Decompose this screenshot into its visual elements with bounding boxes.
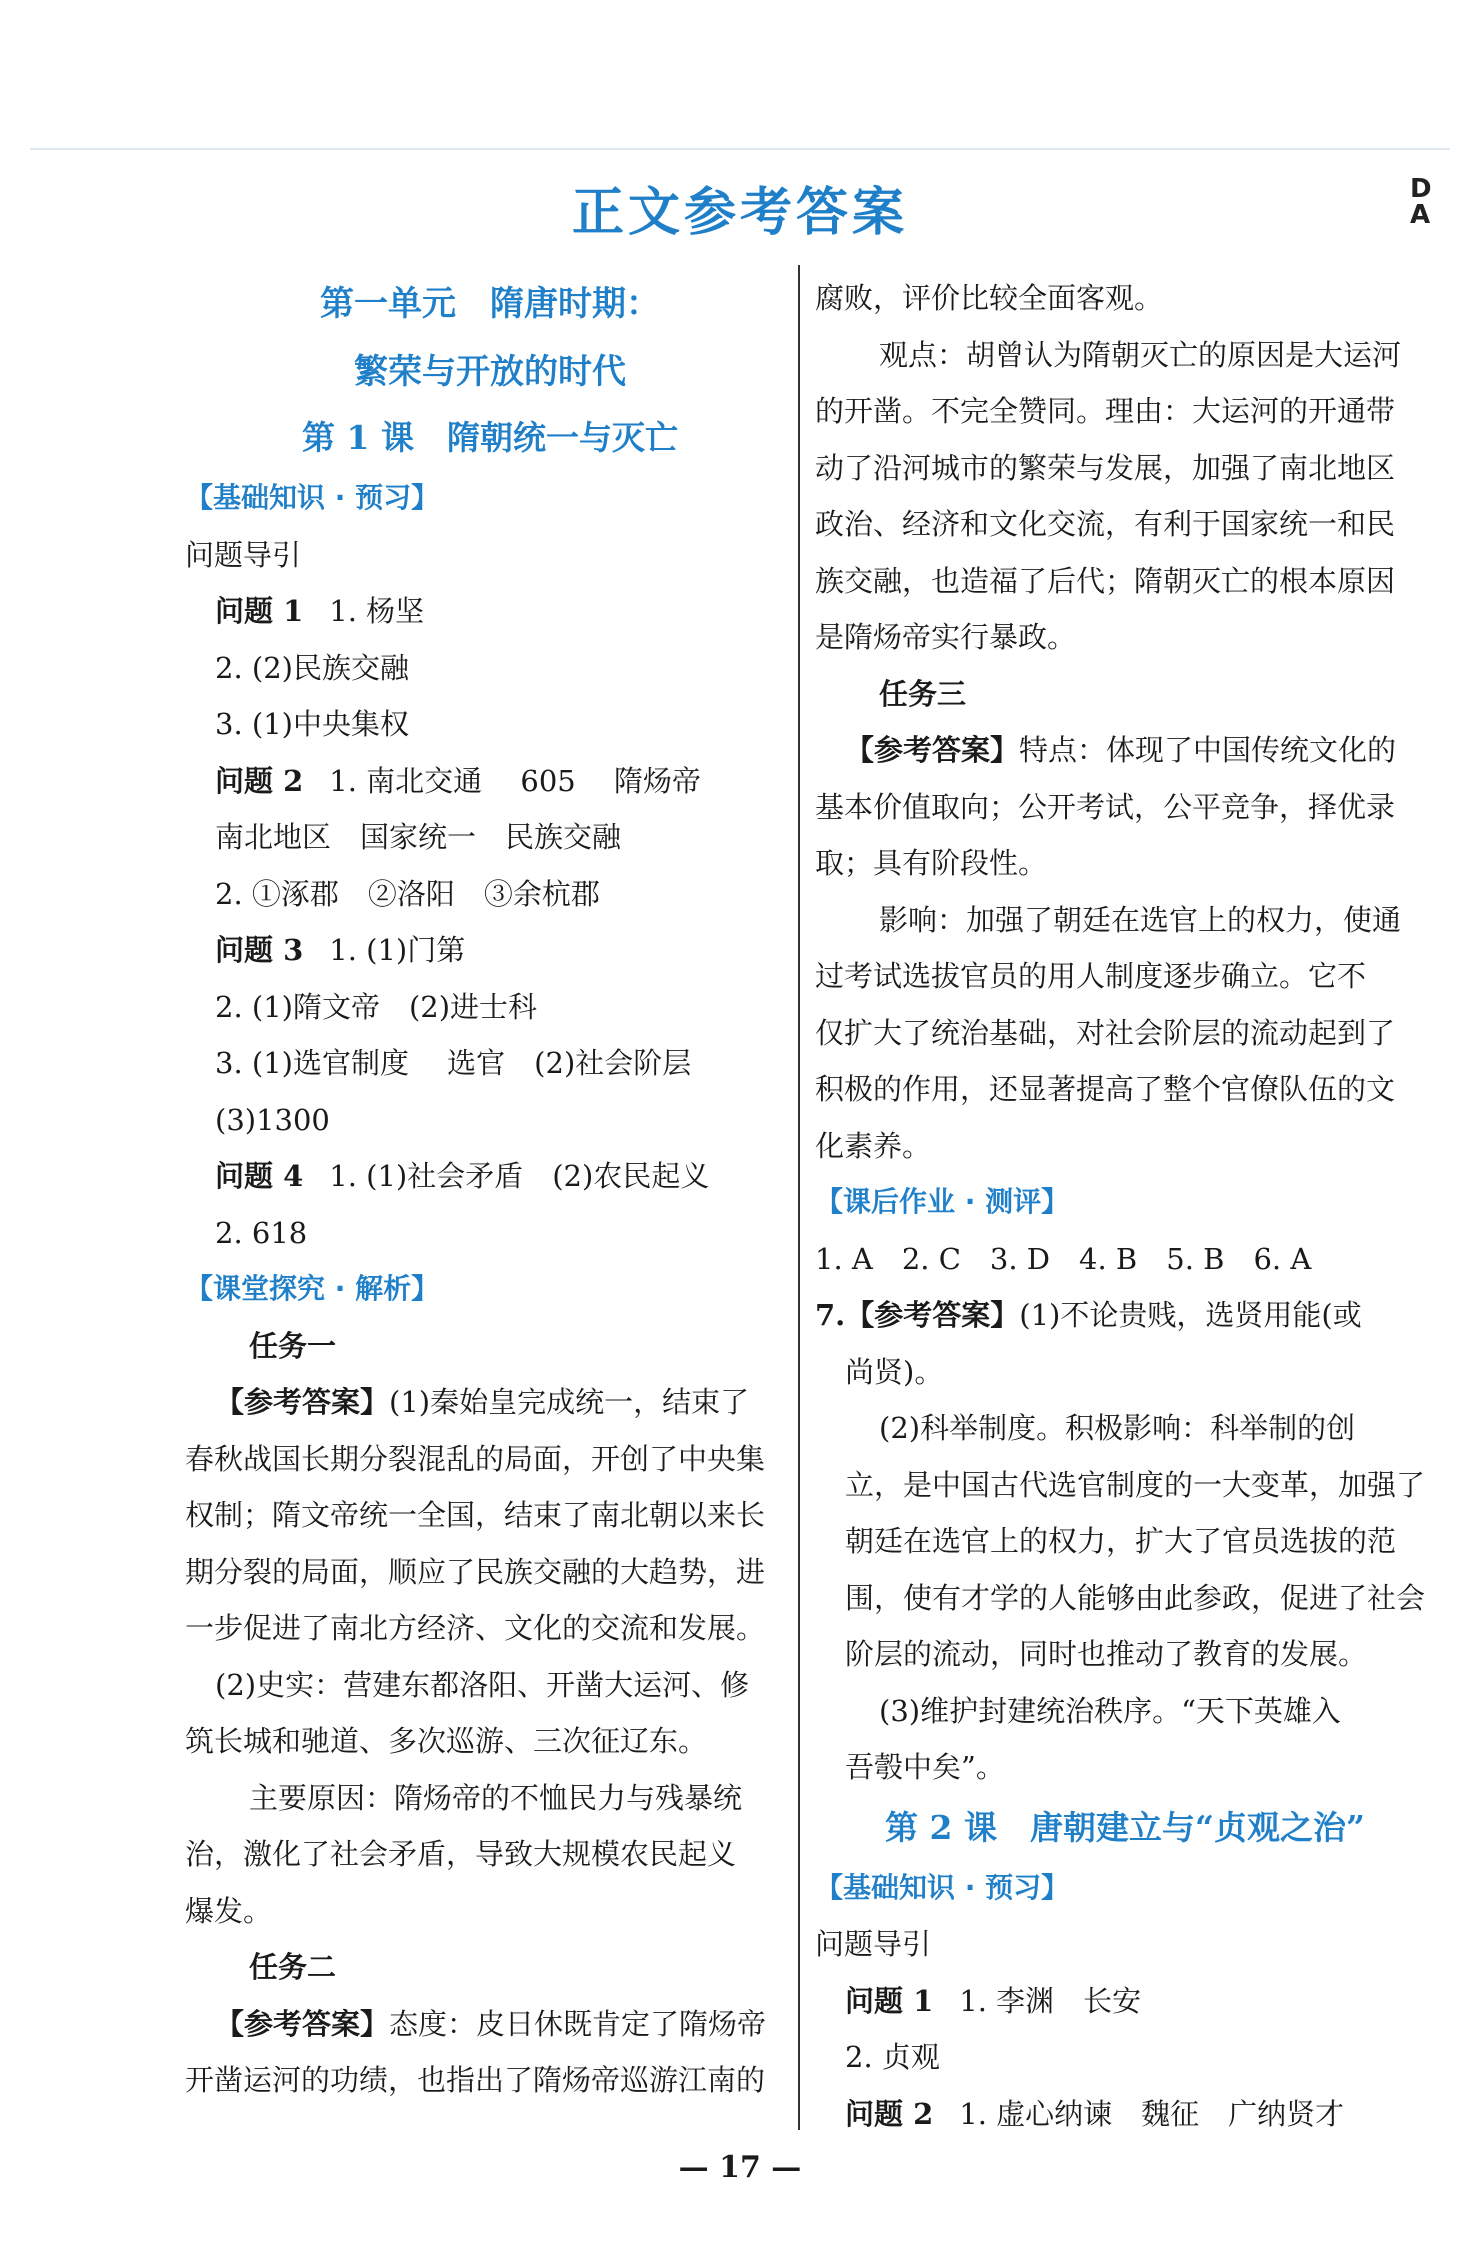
column-divider — [798, 265, 800, 2130]
q3-label: 问题 3 — [215, 933, 304, 967]
task-3-paragraph-line3: 取；具有阶段性。 — [815, 846, 1048, 880]
task-1-heading: 任务一 — [249, 1328, 337, 1363]
task-2-paragraph-line3: 腐败，评价比较全面客观。 — [815, 281, 1164, 315]
section-homework: 【课后作业 · 测评】 — [815, 1185, 1070, 1218]
q4-line — [185, 1148, 795, 1205]
q1-answer-1: 1. 杨坚 — [329, 594, 425, 628]
q3-line — [185, 922, 795, 979]
task-3-paragraph-2-line3: 仅扩大了统治基础，对社会阶层的流动起到了 — [815, 1015, 1396, 1050]
task-1-paragraph-3-line2: 治，激化了社会矛盾，导致大规模农民起义 — [185, 1837, 737, 1871]
q3-answer-3-cont: (3)1300 — [215, 1102, 330, 1137]
task-1-paragraph-3-line1: 主要原因：隋炀帝的不恤民力与残暴统 — [249, 1780, 743, 1815]
l2-q2-label: 问题 2 — [845, 2096, 934, 2131]
left-column — [185, 270, 795, 2109]
task-1-paragraph-3-line3: 爆发。 — [185, 1893, 273, 1928]
q7-line9: 吾彀中矣”。 — [845, 1750, 1005, 1784]
task-1-paragraph-1-line5: 一步促进了南北方经济、文化的交流和发展。 — [185, 1611, 766, 1645]
task-2-paragraph-line1: 【参考答案】态度：皮日休既肯定了隋炀帝 — [215, 2006, 767, 2041]
corner-mark: D A — [1410, 174, 1432, 230]
q7-line5: 朝廷在选官上的权力，扩大了官员选拔的范 — [845, 1524, 1397, 1558]
q7-line4: 立，是中国古代选官制度的一大变革，加强了 — [845, 1467, 1426, 1502]
task-2-heading: 任务二 — [249, 1950, 337, 1984]
l2-q1-answer-2: 2. 贞观 — [845, 2040, 940, 2074]
q4-answer-2: 2. 618 — [215, 1215, 308, 1250]
task-2-paragraph-2-line5: 族交融，也造福了后代；隋朝灭亡的根本原因 — [815, 563, 1396, 598]
q3-answer-2: 2. (1)隋文帝 (2)进士科 — [215, 989, 538, 1024]
reference-answer-tag: 【参考答案】 — [845, 1298, 1020, 1332]
task-1-paragraph-2-line2: 筑长城和驰道、多次巡游、三次征辽东。 — [185, 1724, 708, 1758]
page-number: — 17 — — [678, 2150, 802, 2185]
lesson-2-title: 第 2 课 唐朝建立与“贞观之治” — [885, 1807, 1365, 1847]
unit-title-line2: 繁荣与开放的时代 — [354, 352, 626, 392]
q7-line6: 围，使有才学的人能够由此参政，促进了社会 — [845, 1580, 1426, 1615]
lesson-1-title: 第 1 课 隋朝统一与灭亡 — [302, 418, 678, 457]
l2-q1-answer-1: 1. 李渊 长安 — [959, 1983, 1142, 2018]
q7-line8: (3)维护封建统治秩序。“天下英雄入 — [879, 1693, 1341, 1728]
unit-title-line1: 第一单元 隋唐时期： — [320, 284, 660, 324]
reference-answer-tag: 【参考答案】 — [845, 733, 1020, 767]
q7-line3: (2)科举制度。积极影响：科举制的创 — [879, 1411, 1356, 1445]
q1-label: 问题 1 — [215, 594, 304, 628]
reference-answer-tag: 【参考答案】 — [215, 2006, 390, 2041]
task-2-paragraph-line2: 开凿运河的功绩，也指出了隋炀帝巡游江南的 — [185, 2063, 766, 2097]
q7-line2: 尚贤)。 — [845, 1354, 944, 1389]
task-3-paragraph-line1: 【参考答案】特点：体现了中国传统文化的 — [845, 733, 1397, 767]
section-basic-knowledge: 【基础知识 · 预习】 — [185, 481, 440, 514]
task-1-paragraph-1-line1: 【参考答案】(1)秦始皇完成统一，结束了 — [215, 1385, 750, 1419]
q7-line1: 7.【参考答案】(1)不论贵贱，选贤用能(或 — [815, 1298, 1362, 1332]
q1-line — [185, 583, 795, 640]
q2-label: 问题 2 — [215, 763, 304, 798]
header-rule — [30, 148, 1450, 150]
q7-number: 7. — [815, 1298, 846, 1332]
task-3-paragraph-2-line4: 积极的作用，还显著提高了整个官僚队伍的文 — [815, 1072, 1396, 1106]
l2-q1-label: 问题 1 — [845, 1983, 934, 2018]
right-column — [815, 270, 1435, 2142]
l2-q2-line — [815, 2086, 1435, 2143]
task-3-paragraph-2-line2: 过考试选拔官员的用人制度逐步确立。它不 — [815, 959, 1367, 993]
task-3-heading: 任务三 — [879, 676, 967, 711]
task-2-paragraph-2-line2: 的开凿。不完全赞同。理由：大运河的开通带 — [815, 394, 1396, 428]
task-2-paragraph-2-line3: 动了沿河城市的繁荣与发展，加强了南北地区 — [815, 450, 1396, 485]
q2-answer-1: 1. 南北交通 605 隋炀帝 — [329, 763, 701, 798]
task-2-paragraph-2-line6: 是隋炀帝实行暴政。 — [815, 620, 1077, 654]
question-guide-heading: 问题导引 — [185, 537, 302, 572]
task-3-paragraph-2-line1: 影响：加强了朝廷在选官上的权力，使通 — [879, 902, 1402, 937]
q1-answer-3: 3. (1)中央集权 — [215, 707, 409, 741]
reference-answer-tag: 【参考答案】 — [215, 1385, 390, 1419]
page-title: 正文参考答案 — [571, 182, 908, 243]
task-1-paragraph-2-line1: (2)史实：营建东都洛阳、开凿大运河、修 — [215, 1667, 750, 1702]
task-1-paragraph-1-line2: 春秋战国长期分裂混乱的局面，开创了中央集 — [185, 1441, 766, 1476]
task-1-paragraph-1-line3: 权制；隋文帝统一全国，结束了南北朝以来长 — [185, 1498, 766, 1532]
q4-label: 问题 4 — [215, 1159, 304, 1193]
q7-line7: 阶层的流动，同时也推动了教育的发展。 — [845, 1637, 1368, 1671]
question-guide-heading-2: 问题导引 — [815, 1927, 932, 1961]
q2-answer-1-cont: 南北地区 国家统一 民族交融 — [215, 820, 622, 854]
section-class-inquiry: 【课堂探究 · 解析】 — [185, 1272, 440, 1305]
q4-answer-1: 1. (1)社会矛盾 (2)农民起义 — [329, 1159, 710, 1193]
task-3-paragraph-2-line5: 化素养。 — [815, 1128, 932, 1163]
q3-answer-3: 3. (1)选官制度 选官 (2)社会阶层 — [215, 1046, 692, 1080]
task-2-paragraph-2-line1: 观点：胡曾认为隋朝灭亡的原因是大运河 — [879, 337, 1402, 372]
q2-line — [185, 753, 795, 810]
task-3-paragraph-line2: 基本价值取向；公开考试，公平竞争，择优录 — [815, 789, 1396, 824]
section-basic-knowledge-2: 【基础知识 · 预习】 — [815, 1870, 1070, 1904]
task-1-paragraph-1-line4: 期分裂的局面，顺应了民族交融的大趋势，进 — [185, 1554, 766, 1589]
q1-answer-2: 2. (2)民族交融 — [215, 650, 409, 685]
l2-q2-answer-1: 1. 虚心纳谏 魏征 广纳贤才 — [959, 2096, 1345, 2131]
l2-q1-line — [815, 1973, 1435, 2030]
q3-answer-1: 1. (1)门第 — [329, 933, 466, 967]
q2-answer-2: 2. ①涿郡 ②洛阳 ③余杭郡 — [215, 876, 600, 911]
choice-answers: 1. A 2. C 3. D 4. B 5. B 6. A — [815, 1241, 1312, 1276]
task-2-paragraph-2-line4: 政治、经济和文化交流，有利于国家统一和民 — [815, 507, 1396, 541]
